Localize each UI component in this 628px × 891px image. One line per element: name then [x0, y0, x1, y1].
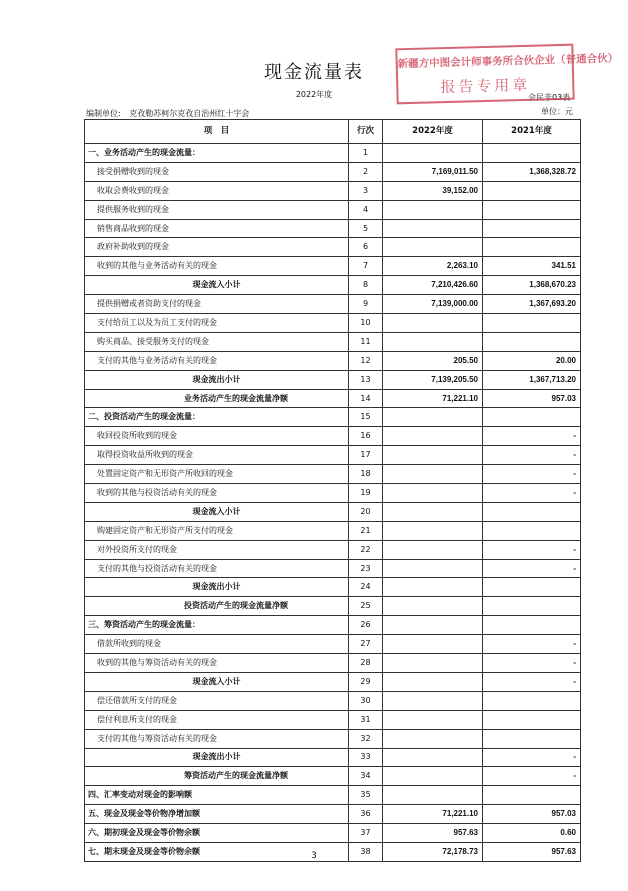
row-item-name: 提供服务收到的现金	[85, 200, 349, 219]
row-value-2022: 71,221.10	[383, 805, 483, 824]
row-value-2021	[483, 144, 581, 163]
row-value-2022	[383, 597, 483, 616]
table-row	[85, 805, 581, 824]
row-line-no: 27	[349, 635, 383, 654]
row-line-no: 33	[349, 748, 383, 767]
row-line-no: 12	[349, 351, 383, 370]
row-line-no: 2	[349, 162, 383, 181]
row-value-2022	[383, 332, 483, 351]
row-item-name: 支付给员工以及为员工支付的现金	[85, 314, 349, 333]
table-row	[85, 691, 581, 710]
stamp-firm-name: 新疆方中图会计师事务所合伙企业（普通合伙）	[397, 52, 619, 71]
reporting-entity-label: 编制单位:	[86, 109, 121, 118]
row-value-2021: 1,368,670.23	[483, 276, 581, 295]
row-item-name: 五、现金及现金等价物净增加额	[85, 805, 349, 824]
row-item-name: 现金流出小计	[85, 578, 349, 597]
row-line-no: 14	[349, 389, 383, 408]
table-row	[85, 219, 581, 238]
document-title: 现金流量表	[264, 62, 364, 83]
row-item-name: 对外投资所支付的现金	[85, 540, 349, 559]
row-item-name: 七、期末现金及现金等价物余额	[85, 842, 349, 861]
row-item-name: 二、投资活动产生的现金流量：	[85, 408, 349, 427]
row-value-2021: -	[483, 465, 581, 484]
row-line-no: 29	[349, 672, 383, 691]
page-number: 3	[311, 851, 317, 861]
row-value-2021: 1,367,693.20	[483, 295, 581, 314]
row-line-no: 7	[349, 257, 383, 276]
row-item-name: 收到的其他与投资活动有关的现金	[85, 484, 349, 503]
row-line-no: 36	[349, 805, 383, 824]
row-value-2022	[383, 200, 483, 219]
table-row	[85, 767, 581, 786]
form-number: 会民非03表	[528, 93, 571, 102]
row-line-no: 38	[349, 842, 383, 861]
row-value-2021	[483, 502, 581, 521]
row-item-name: 偿还借款所支付的现金	[85, 691, 349, 710]
row-line-no: 16	[349, 427, 383, 446]
table-row	[85, 578, 581, 597]
row-item-name: 提供捐赠或者资助支付的现金	[85, 295, 349, 314]
row-item-name: 现金流出小计	[85, 748, 349, 767]
row-line-no: 6	[349, 238, 383, 257]
table-row	[85, 672, 581, 691]
row-value-2022	[383, 219, 483, 238]
row-item-name: 支付的其他与业务活动有关的现金	[85, 351, 349, 370]
row-value-2021	[483, 578, 581, 597]
row-value-2021	[483, 181, 581, 200]
row-line-no: 31	[349, 710, 383, 729]
table-row	[85, 181, 581, 200]
row-item-name: 筹资活动产生的现金流量净额	[85, 767, 349, 786]
row-value-2022	[383, 786, 483, 805]
row-value-2021	[483, 729, 581, 748]
table-row	[85, 332, 581, 351]
row-line-no: 23	[349, 559, 383, 578]
reporting-entity	[86, 108, 249, 119]
row-value-2021: -	[483, 446, 581, 465]
table-row	[85, 484, 581, 503]
row-value-2021	[483, 219, 581, 238]
table-row	[85, 824, 581, 843]
table-row	[85, 314, 581, 333]
row-item-name: 六、期初现金及现金等价物余额	[85, 824, 349, 843]
row-value-2021: 957.03	[483, 805, 581, 824]
row-line-no: 4	[349, 200, 383, 219]
table-row	[85, 748, 581, 767]
row-value-2021	[483, 521, 581, 540]
stamp-caption: 报告专用章	[440, 75, 531, 97]
row-line-no: 32	[349, 729, 383, 748]
table-row	[85, 502, 581, 521]
row-line-no: 19	[349, 484, 383, 503]
table-row	[85, 710, 581, 729]
row-value-2022: 39,152.00	[383, 181, 483, 200]
table-row	[85, 616, 581, 635]
report-year: 2022年度	[295, 90, 333, 99]
row-value-2022	[383, 616, 483, 635]
row-value-2022	[383, 314, 483, 333]
row-item-name: 支付的其他与筹资活动有关的现金	[85, 729, 349, 748]
row-item-name: 购买商品、接受服务支付的现金	[85, 332, 349, 351]
row-line-no: 1	[349, 144, 383, 163]
row-line-no: 26	[349, 616, 383, 635]
header-line-no: 行次	[349, 120, 383, 144]
row-value-2021: -	[483, 767, 581, 786]
row-value-2021: 20.00	[483, 351, 581, 370]
row-line-no: 24	[349, 578, 383, 597]
row-line-no: 10	[349, 314, 383, 333]
row-item-name: 业务活动产生的现金流量净额	[85, 389, 349, 408]
row-item-name: 借款所收到的现金	[85, 635, 349, 654]
row-value-2022	[383, 484, 483, 503]
row-value-2022	[383, 521, 483, 540]
row-line-no: 15	[349, 408, 383, 427]
row-item-name: 处置固定资产和无形资产所收回的现金	[85, 465, 349, 484]
row-item-name: 现金流入小计	[85, 502, 349, 521]
row-item-name: 三、筹资活动产生的现金流量：	[85, 616, 349, 635]
row-line-no: 18	[349, 465, 383, 484]
row-line-no: 34	[349, 767, 383, 786]
row-value-2022: 7,139,000.00	[383, 295, 483, 314]
row-item-name: 取得投资收益所收到的现金	[85, 446, 349, 465]
table-header-row	[85, 120, 581, 144]
row-line-no: 21	[349, 521, 383, 540]
row-value-2021: 957.03	[483, 389, 581, 408]
row-value-2021: 1,367,713.20	[483, 370, 581, 389]
row-value-2021: 957.63	[483, 842, 581, 861]
row-line-no: 37	[349, 824, 383, 843]
row-line-no: 35	[349, 786, 383, 805]
table-row	[85, 295, 581, 314]
row-value-2021: -	[483, 559, 581, 578]
row-value-2021	[483, 691, 581, 710]
row-item-name: 一、业务活动产生的现金流量：	[85, 144, 349, 163]
row-value-2021	[483, 200, 581, 219]
row-value-2022	[383, 729, 483, 748]
table-row	[85, 144, 581, 163]
row-value-2022	[383, 559, 483, 578]
currency-unit: 单位：元	[541, 107, 573, 116]
row-line-no: 22	[349, 540, 383, 559]
row-value-2022: 71,221.10	[383, 389, 483, 408]
row-item-name: 收回投资所收到的现金	[85, 427, 349, 446]
row-value-2022	[383, 502, 483, 521]
row-value-2022: 7,210,426.60	[383, 276, 483, 295]
row-value-2022: 957.63	[383, 824, 483, 843]
row-line-no: 30	[349, 691, 383, 710]
row-value-2022	[383, 238, 483, 257]
row-line-no: 28	[349, 654, 383, 673]
table-row	[85, 276, 581, 295]
row-line-no: 17	[349, 446, 383, 465]
table-row	[85, 465, 581, 484]
row-value-2021	[483, 597, 581, 616]
row-value-2021	[483, 238, 581, 257]
row-value-2021: 341.51	[483, 257, 581, 276]
row-value-2021	[483, 786, 581, 805]
header-2021: 2021年度	[483, 120, 581, 144]
cash-flow-table	[84, 119, 581, 862]
row-value-2022: 7,139,205.50	[383, 370, 483, 389]
row-value-2022	[383, 710, 483, 729]
row-value-2022: 72,178.73	[383, 842, 483, 861]
row-value-2022	[383, 672, 483, 691]
row-item-name: 投资活动产生的现金流量净额	[85, 597, 349, 616]
row-value-2022	[383, 144, 483, 163]
table-row	[85, 559, 581, 578]
row-value-2021: 0.60	[483, 824, 581, 843]
table-row	[85, 408, 581, 427]
row-line-no: 8	[349, 276, 383, 295]
row-value-2021: -	[483, 484, 581, 503]
table-row	[85, 370, 581, 389]
table-row	[85, 521, 581, 540]
row-item-name: 四、汇率变动对现金的影响额	[85, 786, 349, 805]
row-value-2021	[483, 314, 581, 333]
row-value-2022	[383, 767, 483, 786]
row-value-2021	[483, 408, 581, 427]
row-value-2022	[383, 540, 483, 559]
table-row	[85, 351, 581, 370]
reporting-entity-name: 克孜勒苏柯尔克孜自治州红十字会	[129, 109, 250, 118]
table-row	[85, 635, 581, 654]
auditor-stamp	[395, 44, 619, 105]
row-value-2022	[383, 408, 483, 427]
table-row	[85, 238, 581, 257]
row-value-2022	[383, 691, 483, 710]
row-value-2022	[383, 654, 483, 673]
row-value-2022	[383, 465, 483, 484]
row-item-name: 销售商品收到的现金	[85, 219, 349, 238]
row-value-2022	[383, 427, 483, 446]
row-line-no: 13	[349, 370, 383, 389]
table-row	[85, 446, 581, 465]
row-value-2022: 7,169,011.50	[383, 162, 483, 181]
table-row	[85, 162, 581, 181]
row-item-name: 偿付利息所支付的现金	[85, 710, 349, 729]
row-value-2022: 2,263.10	[383, 257, 483, 276]
table-row	[85, 389, 581, 408]
row-value-2021: -	[483, 654, 581, 673]
table-row	[85, 200, 581, 219]
header-2022: 2022年度	[383, 120, 483, 144]
row-line-no: 25	[349, 597, 383, 616]
row-item-name: 现金流入小计	[85, 672, 349, 691]
row-line-no: 5	[349, 219, 383, 238]
row-value-2021	[483, 616, 581, 635]
row-value-2022	[383, 578, 483, 597]
row-item-name: 收到的其他与业务活动有关的现金	[85, 257, 349, 276]
row-line-no: 9	[349, 295, 383, 314]
row-item-name: 收取会费收到的现金	[85, 181, 349, 200]
row-value-2021: -	[483, 635, 581, 654]
row-value-2022	[383, 748, 483, 767]
header-item: 项 目	[85, 120, 349, 144]
row-value-2021	[483, 332, 581, 351]
table-row	[85, 597, 581, 616]
table-row	[85, 257, 581, 276]
row-item-name: 现金流出小计	[85, 370, 349, 389]
row-value-2021: 1,368,328.72	[483, 162, 581, 181]
row-value-2021: -	[483, 748, 581, 767]
row-item-name: 购建固定资产和无形资产所支付的现金	[85, 521, 349, 540]
row-value-2021: -	[483, 672, 581, 691]
row-item-name: 支付的其他与投资活动有关的现金	[85, 559, 349, 578]
row-item-name: 收到的其他与筹资活动有关的现金	[85, 654, 349, 673]
table-row	[85, 729, 581, 748]
table-row	[85, 427, 581, 446]
row-item-name: 接受捐赠收到的现金	[85, 162, 349, 181]
row-item-name: 现金流入小计	[85, 276, 349, 295]
row-item-name: 政府补助收到的现金	[85, 238, 349, 257]
table-row	[85, 540, 581, 559]
row-value-2022	[383, 635, 483, 654]
table-row	[85, 654, 581, 673]
row-value-2021: -	[483, 427, 581, 446]
row-line-no: 20	[349, 502, 383, 521]
row-value-2022: 205.50	[383, 351, 483, 370]
row-value-2021	[483, 710, 581, 729]
row-value-2021: -	[483, 540, 581, 559]
row-line-no: 11	[349, 332, 383, 351]
row-line-no: 3	[349, 181, 383, 200]
table-row	[85, 786, 581, 805]
row-value-2022	[383, 446, 483, 465]
